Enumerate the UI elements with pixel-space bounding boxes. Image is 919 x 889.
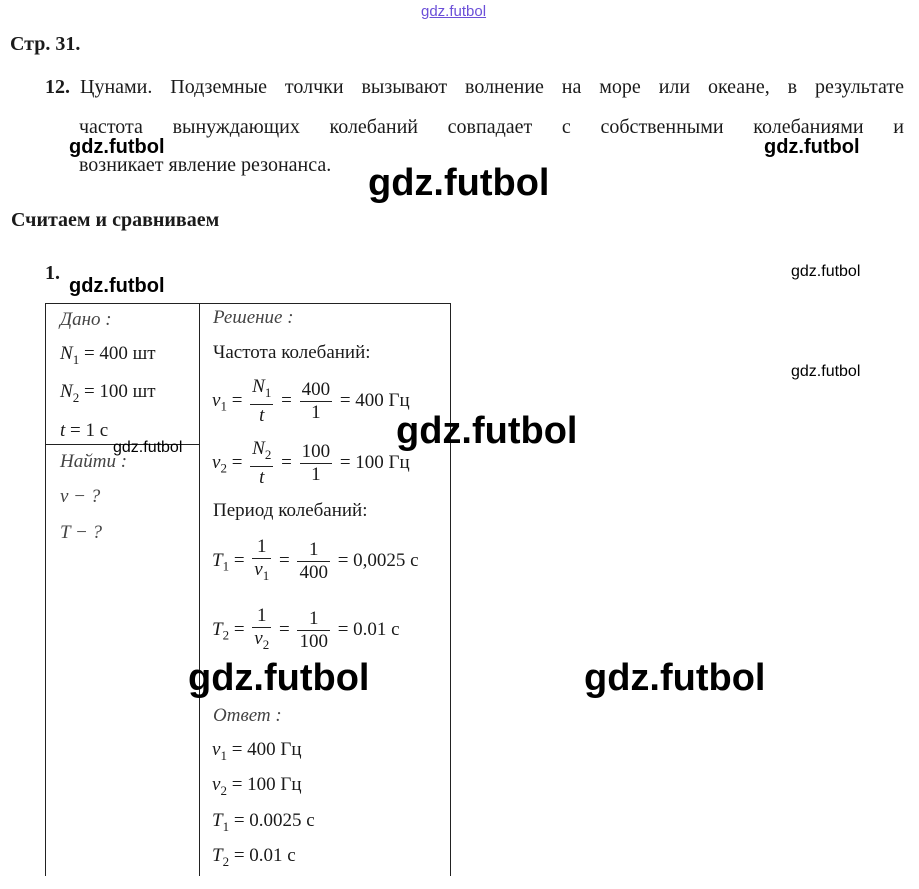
formula-nu2: $\nu_2$ = $\frac{N_2}{t}$ = $\frac{100}{1}$ = 100 Гц — [212, 438, 410, 488]
watermark-right-3: gdz.futbol — [791, 363, 861, 380]
item-12-line-3: возникает явление резонанса. — [79, 154, 332, 176]
watermark-right-2: gdz.futbol — [791, 263, 861, 280]
watermark-left-1: gdz.futbol — [69, 136, 165, 158]
given-n2: $N_2 = 100$ шт — [60, 381, 156, 405]
section-title: Считаем и сравниваем — [11, 209, 220, 231]
watermark-lower-right: gdz.futbol — [584, 657, 766, 699]
watermark-top: gdz.futbol — [421, 3, 487, 20]
formula-T1: $T_1$ = $\frac{1}{\nu_1}$ = $\frac{1}{400}$ = 0,0025 с — [212, 536, 419, 587]
fraction-n2-over-t: $\frac{N_2}{t}$ — [252, 438, 272, 488]
period-heading: Период колебаний: — [213, 500, 368, 521]
find-period: T − ? — [60, 522, 103, 543]
item-12-line-1: Цунами. Подземные толчки вызывают волнение на море или океане, в результате — [80, 76, 904, 98]
page-header: Стр. 31. — [10, 33, 81, 55]
answer-T1: $T_1 = 0.0025$ с — [212, 810, 315, 834]
fraction-400-over-1: $\frac{400}{1}$ — [301, 378, 331, 423]
fraction-1-over-nu2: $\frac{1}{\nu_2}$ — [254, 605, 270, 652]
formula-T2: $T_2$ = $\frac{1}{\nu_2}$ = $\frac{1}{100}$ = 0.01 с — [212, 605, 400, 656]
given-label: Дано : — [60, 309, 112, 330]
watermark-lower-left: gdz.futbol — [188, 657, 370, 699]
fraction-100-over-1: $\frac{100}{1}$ — [301, 440, 331, 485]
find-nu: ν − ? — [60, 486, 101, 507]
find-label: Найти : — [60, 451, 128, 472]
watermark-center-1: gdz.futbol — [368, 162, 550, 204]
answer-label: Ответ : — [213, 705, 282, 726]
fraction-n1-over-t: $\frac{N_1}{t}$ — [252, 376, 272, 426]
table-border-left — [45, 303, 46, 876]
watermark-right-1: gdz.futbol — [764, 136, 860, 158]
fraction-1-over-nu1: $\frac{1}{\nu_1}$ — [254, 536, 270, 583]
given-t: t = 1 с — [60, 420, 109, 441]
answer-nu2: $\nu_2 = 100$ Гц — [212, 774, 302, 798]
answer-nu1: $\nu_1 = 400$ Гц — [212, 739, 302, 763]
given-n1: $N_1 = 400$ шт — [60, 343, 156, 367]
frequency-heading: Частота колебаний: — [213, 342, 371, 363]
problem-number: 1. — [45, 262, 60, 284]
fraction-1-over-100: $\frac{1}{100}$ — [299, 607, 328, 652]
watermark-table: gdz.futbol — [113, 439, 183, 456]
table-border-top — [45, 303, 451, 304]
formula-nu1: $\nu_1$ = $\frac{N_1}{t}$ = $\frac{400}{1}$ = 400 Гц — [212, 376, 410, 426]
table-border-right — [450, 303, 451, 876]
watermark-center-2: gdz.futbol — [396, 410, 578, 452]
table-divider — [199, 303, 200, 876]
item-12-line-2: частота вынуждающих колебаний совпадает с собственными колебаниями и — [79, 116, 904, 138]
fraction-1-over-400: $\frac{1}{400}$ — [299, 538, 328, 583]
answer-T2: $T_2 = 0.01$ с — [212, 845, 296, 869]
watermark-left-2: gdz.futbol — [69, 275, 165, 297]
item-12-number: 12. — [45, 76, 70, 98]
solution-label: Решение : — [213, 307, 294, 328]
